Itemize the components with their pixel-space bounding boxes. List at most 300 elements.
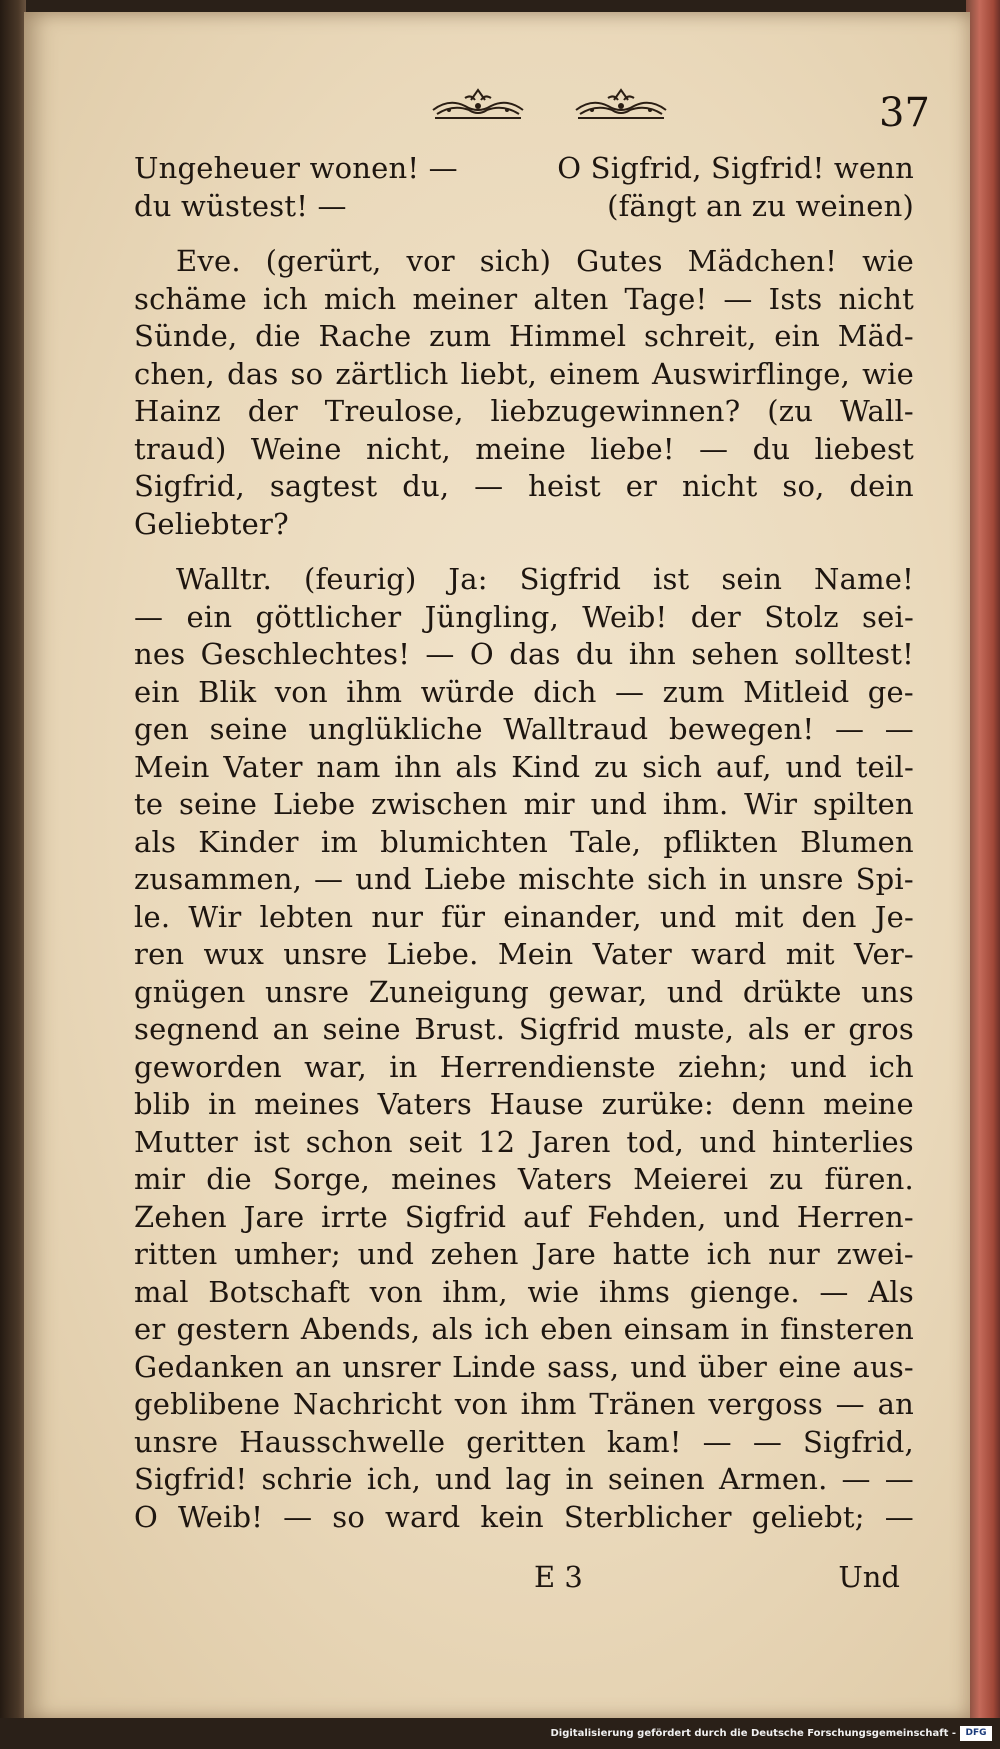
text-word: in bbox=[389, 1049, 418, 1084]
text-word: zusammen, bbox=[134, 862, 302, 896]
text-word: irrte bbox=[321, 1199, 388, 1234]
text-word: tod, bbox=[626, 1124, 685, 1159]
text-word: an bbox=[272, 1012, 310, 1046]
text-word: Kind bbox=[511, 749, 581, 784]
text-line bbox=[134, 1161, 914, 1199]
text-word: und bbox=[699, 1124, 757, 1159]
text-word: mich bbox=[323, 281, 397, 316]
text-word: nicht bbox=[681, 469, 758, 503]
text-line bbox=[134, 636, 914, 674]
text-line bbox=[134, 318, 914, 356]
text-line bbox=[134, 1086, 914, 1124]
text-word: als bbox=[134, 824, 177, 859]
text-word: blib bbox=[134, 1087, 191, 1121]
text-word: segnend bbox=[134, 1012, 260, 1046]
text-word: Treulose, bbox=[324, 394, 464, 428]
text-word: — bbox=[884, 1462, 914, 1496]
text-word: — bbox=[841, 1462, 871, 1496]
text-word: Vater bbox=[592, 937, 672, 971]
text-word: du bbox=[575, 637, 614, 671]
text-word: ritten bbox=[134, 1237, 218, 1271]
text-line bbox=[134, 1349, 914, 1387]
text-line bbox=[134, 711, 914, 749]
text-word: das bbox=[509, 637, 561, 671]
text-word: Walltraud bbox=[503, 712, 649, 746]
text-word: von bbox=[369, 1274, 423, 1309]
text-word: wie bbox=[862, 244, 914, 278]
text-word: Sigfrid, bbox=[802, 1424, 914, 1459]
text-word: ist bbox=[253, 1124, 291, 1159]
text-word: — bbox=[314, 862, 344, 896]
text-word: unsre bbox=[283, 937, 368, 971]
text-line bbox=[134, 188, 914, 226]
text-word: sass, bbox=[547, 1349, 620, 1384]
text-word: Jaren bbox=[530, 1124, 611, 1159]
text-segment: du wüstest! — bbox=[134, 188, 347, 223]
text-word: gen bbox=[134, 712, 190, 746]
text-word: gnügen bbox=[134, 974, 246, 1009]
text-word: so, bbox=[782, 469, 825, 503]
text-word: — bbox=[834, 712, 865, 746]
text-word: von bbox=[274, 674, 328, 709]
text-word: Spi- bbox=[855, 862, 914, 896]
text-word: meines bbox=[254, 1087, 360, 1121]
text-word: in bbox=[718, 862, 748, 896]
text-word: geritten bbox=[466, 1424, 586, 1459]
text-word: bewegen! bbox=[668, 712, 815, 746]
text-word: ihm. bbox=[662, 787, 729, 821]
text-word: Sünde, bbox=[134, 319, 238, 353]
text-line bbox=[134, 599, 914, 637]
text-word: eben bbox=[540, 1312, 613, 1346]
text-word: Brust. bbox=[414, 1012, 506, 1046]
text-word: mal bbox=[134, 1274, 189, 1309]
text-word: ziehn; bbox=[678, 1049, 769, 1084]
text-word: so bbox=[332, 1499, 366, 1534]
text-word: Weine bbox=[250, 431, 342, 466]
text-word: — bbox=[752, 1424, 783, 1459]
text-word: O bbox=[134, 1499, 158, 1534]
text-word: und bbox=[666, 974, 724, 1009]
text-word: blumichten bbox=[380, 824, 548, 859]
text-word: — bbox=[699, 431, 729, 466]
text-word: sich bbox=[647, 862, 707, 896]
text-word: ich bbox=[263, 281, 308, 316]
text-word: Weib! bbox=[177, 1499, 264, 1534]
text-word: Botschaft bbox=[208, 1274, 350, 1309]
text-word: der bbox=[247, 394, 298, 428]
text-word: schrie bbox=[261, 1462, 353, 1496]
text-word: Geschlechtes! bbox=[200, 637, 411, 671]
text-word: mit bbox=[734, 899, 784, 934]
text-word: das bbox=[227, 356, 279, 391]
text-word: seine bbox=[209, 712, 288, 746]
text-word: nur bbox=[371, 899, 424, 934]
text-word: schäme bbox=[134, 281, 247, 316]
text-word: Linde bbox=[452, 1349, 536, 1384]
text-word: sehen bbox=[691, 637, 779, 671]
text-word: Mäd- bbox=[837, 319, 914, 353]
text-word: Walltr. bbox=[176, 562, 273, 596]
text-word: Ja: bbox=[448, 562, 488, 596]
digitization-credit: Digitalisierung gefördert durch die Deutsche Forschungsgemeinschaft - bbox=[550, 1728, 956, 1739]
text-word: O bbox=[469, 637, 494, 671]
text-line bbox=[134, 1011, 914, 1049]
text-word: dein bbox=[849, 469, 914, 503]
text-word: (feurig) bbox=[303, 562, 417, 596]
text-word: geblibene bbox=[134, 1387, 281, 1421]
text-word: Wir bbox=[188, 899, 242, 934]
text-word: ein bbox=[774, 319, 821, 353]
text-word: füren. bbox=[824, 1162, 914, 1196]
text-line bbox=[134, 1274, 914, 1312]
text-line bbox=[134, 674, 914, 712]
text-word: Hainz bbox=[134, 394, 221, 428]
text-word: Fehden, bbox=[587, 1199, 707, 1234]
text-word: mischte bbox=[518, 862, 635, 896]
text-word: ward bbox=[385, 1499, 461, 1534]
text-line bbox=[134, 824, 914, 862]
text-word: für bbox=[441, 899, 486, 934]
text-word: nur bbox=[768, 1237, 820, 1271]
text-word: Gedanken bbox=[134, 1349, 284, 1384]
text-word: vergoss bbox=[708, 1387, 823, 1421]
text-line bbox=[134, 974, 914, 1012]
text-word: denn bbox=[731, 1087, 806, 1121]
text-word: einsam bbox=[623, 1312, 730, 1346]
text-word: drükte bbox=[742, 974, 842, 1009]
text-word: Sigfrid bbox=[519, 562, 622, 596]
text-line bbox=[134, 1424, 914, 1462]
text-word: mir bbox=[523, 787, 575, 821]
text-word: Zuneigung bbox=[368, 974, 529, 1009]
text-word: im bbox=[320, 824, 359, 859]
text-word: hatte bbox=[612, 1237, 691, 1271]
text-word: ward bbox=[691, 937, 767, 971]
text-word: sich bbox=[642, 749, 703, 784]
text-word: teil- bbox=[855, 749, 914, 784]
text-word: ihms bbox=[598, 1274, 671, 1309]
text-word: gewar, bbox=[548, 974, 648, 1009]
text-word: Hause bbox=[489, 1087, 584, 1121]
text-word: wie bbox=[527, 1274, 580, 1309]
text-word: wie bbox=[862, 356, 914, 391]
text-word: einander, bbox=[503, 899, 642, 934]
text-line bbox=[134, 861, 914, 899]
text-word: — bbox=[884, 1499, 914, 1534]
text-word: liebzugewinnen? bbox=[490, 394, 741, 428]
text-word: zärtlich bbox=[335, 356, 449, 391]
text-word: dich bbox=[533, 674, 597, 709]
text-word: und bbox=[723, 1199, 780, 1234]
text-word: und bbox=[785, 749, 842, 784]
text-line bbox=[134, 1499, 914, 1537]
text-word: die bbox=[255, 319, 301, 353]
printer-ornament-left bbox=[429, 84, 527, 124]
text-word: Wir bbox=[744, 787, 798, 821]
text-word: — bbox=[819, 1274, 849, 1309]
text-word: auf bbox=[523, 1199, 571, 1234]
text-word: Armen. bbox=[718, 1462, 828, 1496]
text-word: an bbox=[877, 1387, 914, 1421]
text-word: und bbox=[790, 1049, 847, 1084]
text-word: Blumen bbox=[800, 824, 914, 859]
text-word: umher; bbox=[234, 1237, 341, 1271]
text-word: er bbox=[803, 1012, 835, 1046]
text-word: und bbox=[630, 1349, 687, 1384]
text-word: Himmel bbox=[508, 319, 627, 353]
text-word: schreit, bbox=[643, 319, 757, 353]
text-word: — bbox=[134, 599, 164, 634]
text-word: gienge. bbox=[689, 1274, 800, 1309]
text-word: als bbox=[455, 749, 498, 784]
text-word: er bbox=[134, 1312, 166, 1346]
text-word: Gutes bbox=[576, 244, 663, 278]
text-line bbox=[134, 1049, 914, 1087]
text-word: Kinder bbox=[198, 824, 299, 859]
text-word: Herren- bbox=[796, 1199, 914, 1234]
text-word: zwischen bbox=[371, 787, 508, 821]
text-word: in bbox=[208, 1087, 237, 1121]
text-word: Mein bbox=[497, 937, 574, 971]
text-line bbox=[134, 150, 914, 188]
text-word: pflikten bbox=[663, 824, 778, 859]
text-word: unsrer bbox=[342, 1349, 441, 1384]
text-word: (gerürt, bbox=[265, 244, 382, 278]
text-word: lebten bbox=[259, 899, 354, 934]
text-word: in bbox=[565, 1462, 594, 1496]
text-word: Tale, bbox=[570, 824, 642, 859]
text-word: — bbox=[702, 1424, 732, 1459]
text-word: zu bbox=[769, 1162, 804, 1196]
text-line bbox=[134, 1386, 914, 1424]
text-word: Stolz bbox=[764, 599, 839, 634]
text-word: meine bbox=[823, 1087, 914, 1121]
text-word: te bbox=[134, 787, 164, 821]
text-word: Sorge, bbox=[272, 1162, 371, 1196]
text-segment: O Sigfrid, Sigfrid! wenn bbox=[557, 151, 914, 185]
text-word: und bbox=[355, 862, 412, 896]
text-word: seine bbox=[322, 1012, 401, 1046]
text-segment: (fängt an zu weinen) bbox=[607, 188, 914, 223]
text-word: ihm bbox=[346, 674, 403, 709]
text-word: Mitleid bbox=[743, 674, 850, 709]
text-word: nam bbox=[316, 749, 381, 784]
text-word: und bbox=[435, 1462, 492, 1496]
text-word: ihn bbox=[628, 637, 677, 671]
text-word: alten bbox=[533, 281, 609, 316]
text-word: ihm bbox=[520, 1387, 577, 1421]
text-word: Weib! bbox=[582, 599, 668, 634]
text-word: Vaters bbox=[517, 1162, 613, 1196]
text-word: die bbox=[206, 1162, 252, 1196]
page-number: 37 bbox=[879, 90, 930, 136]
text-word: liebest bbox=[814, 431, 914, 466]
text-word: — bbox=[835, 1387, 865, 1421]
text-line bbox=[134, 1236, 914, 1274]
text-word: ren bbox=[134, 937, 185, 971]
text-word: Abends, bbox=[300, 1312, 421, 1346]
text-word: auf, bbox=[715, 749, 772, 784]
text-word: ihn bbox=[394, 749, 442, 784]
text-word: eine bbox=[778, 1349, 842, 1384]
text-word: mit bbox=[785, 937, 835, 971]
text-word: war, bbox=[304, 1049, 367, 1084]
text-word: und bbox=[659, 899, 717, 934]
text-word: — bbox=[884, 712, 914, 746]
text-word: und bbox=[357, 1237, 415, 1271]
page-red-edge bbox=[966, 0, 1000, 1749]
text-word: würde bbox=[420, 674, 515, 709]
text-line bbox=[134, 749, 914, 787]
text-word: — bbox=[615, 674, 645, 709]
text-word: ist bbox=[653, 562, 690, 596]
text-word: — bbox=[474, 469, 504, 503]
text-word: Sigfrid, bbox=[134, 469, 245, 503]
text-word: Mein bbox=[134, 749, 210, 784]
text-word: Sterblicher bbox=[563, 1499, 732, 1534]
text-word: sein bbox=[721, 562, 783, 596]
text-word: ein bbox=[186, 599, 233, 634]
text-segment: Ungeheuer wonen! — bbox=[134, 151, 458, 185]
text-word: Herrendienste bbox=[439, 1049, 656, 1084]
text-word: in bbox=[740, 1312, 770, 1346]
text-word: zum bbox=[662, 674, 725, 709]
text-line bbox=[134, 1311, 914, 1349]
text-word: Nachricht bbox=[292, 1387, 443, 1421]
text-word: Ists bbox=[768, 281, 823, 316]
text-word: als bbox=[747, 1012, 790, 1046]
text-word: — bbox=[723, 281, 753, 316]
text-word: Liebe bbox=[423, 862, 507, 896]
text-line bbox=[134, 243, 914, 281]
text-word: er bbox=[625, 469, 658, 503]
text-word: Sigfrid bbox=[404, 1199, 507, 1234]
text-word: einem bbox=[549, 356, 640, 391]
text-word: ge- bbox=[867, 674, 914, 709]
text-line bbox=[134, 561, 914, 599]
text-word: göttlicher bbox=[255, 599, 402, 634]
text-word: Sigfrid bbox=[518, 1012, 621, 1046]
text-line bbox=[134, 393, 914, 431]
text-word: Tage! bbox=[624, 281, 708, 316]
text-word: kein bbox=[480, 1499, 544, 1534]
text-word: unsre bbox=[265, 974, 350, 1009]
text-word: an bbox=[295, 1349, 332, 1384]
catchword: Und bbox=[838, 1560, 900, 1594]
text-word: Tränen bbox=[589, 1387, 696, 1421]
text-word: meine bbox=[475, 431, 567, 466]
text-word: traud) bbox=[134, 431, 227, 466]
printer-ornament-right bbox=[572, 84, 670, 124]
text-word: Mädchen! bbox=[687, 244, 838, 278]
text-word: aus- bbox=[852, 1349, 914, 1384]
text-word: — bbox=[425, 637, 455, 671]
text-word: nicht, bbox=[365, 431, 451, 466]
text-word: meiner bbox=[412, 281, 518, 316]
text-word: uns bbox=[861, 974, 914, 1009]
text-line bbox=[134, 1461, 914, 1499]
text-line bbox=[134, 281, 914, 319]
text-line bbox=[134, 899, 914, 937]
text-line bbox=[134, 468, 914, 506]
text-word: Name! bbox=[814, 562, 914, 596]
text-word: Liebe. bbox=[386, 937, 479, 971]
text-word: geliebt; bbox=[751, 1499, 865, 1534]
text-word: du bbox=[752, 431, 791, 466]
text-word: unsre bbox=[134, 1424, 219, 1459]
text-word: sagtest bbox=[269, 469, 378, 503]
text-word: ihm, bbox=[442, 1274, 508, 1309]
text-line bbox=[134, 356, 914, 394]
text-line bbox=[134, 1124, 914, 1162]
text-word: seit bbox=[408, 1124, 463, 1159]
text-word: geworden bbox=[134, 1049, 282, 1084]
text-word: zum bbox=[429, 319, 492, 353]
text-word: nicht bbox=[838, 281, 914, 316]
text-line bbox=[134, 786, 914, 824]
text-word: Je- bbox=[874, 899, 914, 934]
text-word: zu bbox=[594, 749, 629, 784]
text-word: ich bbox=[869, 1049, 914, 1084]
text-word: sich) bbox=[479, 244, 552, 278]
text-word: Rache bbox=[318, 319, 412, 353]
text-word: seinen bbox=[607, 1462, 705, 1496]
text-word: Ver- bbox=[854, 937, 914, 971]
text-word: schon bbox=[305, 1124, 393, 1159]
text-word: Auswirflinge, bbox=[652, 356, 850, 391]
text-word: gestern bbox=[176, 1312, 290, 1346]
text-word: heist bbox=[528, 469, 601, 503]
text-word: chen, bbox=[134, 356, 215, 391]
text-word: Wall- bbox=[840, 394, 914, 428]
text-word: Meierei bbox=[633, 1162, 749, 1196]
text-word: unglükliche bbox=[308, 712, 483, 746]
text-word: Jare bbox=[535, 1237, 597, 1271]
text-line bbox=[134, 936, 914, 974]
text-word: le. bbox=[134, 899, 171, 934]
text-word: Blik bbox=[198, 674, 257, 709]
text-word: zehen bbox=[430, 1237, 519, 1271]
text-word: Liebe bbox=[272, 787, 356, 821]
text-word: unsre bbox=[759, 862, 844, 896]
text-word: du, bbox=[402, 469, 450, 503]
text-word: Jare bbox=[243, 1199, 305, 1234]
text-word: spilten bbox=[813, 787, 914, 821]
text-word: zwei- bbox=[836, 1237, 914, 1271]
text-word: zurüke: bbox=[601, 1087, 714, 1121]
text-line bbox=[134, 1199, 914, 1237]
text-word: (zu bbox=[767, 394, 814, 428]
text-word: seine bbox=[179, 787, 258, 821]
text-word: ich bbox=[706, 1237, 752, 1271]
text-word: Eve. bbox=[176, 244, 241, 278]
text-word: meines bbox=[391, 1162, 497, 1196]
text-word: liebe! bbox=[590, 431, 675, 466]
text-word: über bbox=[698, 1349, 768, 1384]
text-word: Mutter bbox=[134, 1124, 238, 1159]
text-word: Hausschwelle bbox=[239, 1424, 446, 1459]
text-word: liebt, bbox=[460, 356, 538, 391]
body-text bbox=[134, 150, 914, 1536]
text-word: muste, bbox=[633, 1012, 735, 1046]
text-line bbox=[134, 431, 914, 469]
text-word: nes bbox=[134, 637, 186, 671]
text-word: den bbox=[801, 899, 857, 934]
text-word: lag bbox=[505, 1462, 552, 1496]
text-segment: Geliebter? bbox=[134, 506, 289, 541]
text-word: mir bbox=[134, 1162, 186, 1196]
